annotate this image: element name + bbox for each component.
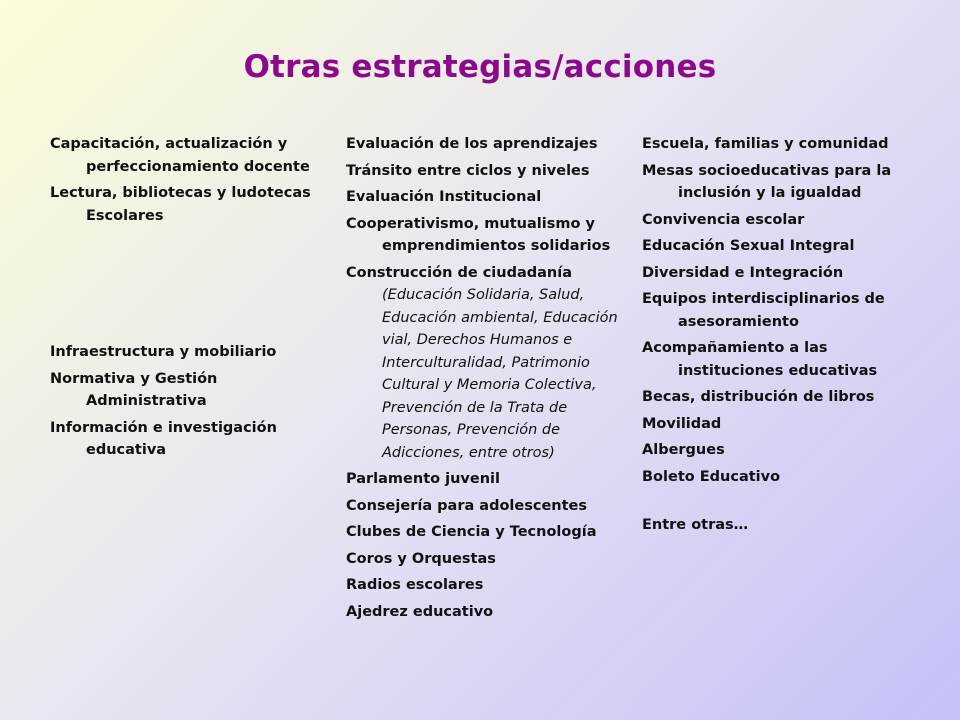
list-item-equipos: Equipos interdisciplinarios de asesoramiento <box>642 291 885 330</box>
list-item-esi: Educación Sexual Integral <box>642 238 855 254</box>
list-item-ciudadania <box>346 262 618 465</box>
list-item-capacitacion: Capacitación, actualización y perfeccionamiento docente <box>50 136 310 175</box>
column-spacer <box>50 231 320 341</box>
list-item-lectura: Lectura, bibliotecas y ludotecas Escolares <box>50 185 311 224</box>
list-item-albergues: Albergues <box>642 442 725 458</box>
column-right <box>642 133 912 541</box>
page-title: Otras estrategias/acciones <box>243 48 717 85</box>
list-item-radios: Radios escolares <box>346 577 484 593</box>
list-item-parlamento: Parlamento juvenil <box>346 471 500 487</box>
list-item-normativa: Normativa y Gestión Administrativa <box>50 370 218 409</box>
list-item-evaluacion-institucional: Evaluación Institucional <box>346 189 542 205</box>
list-item-becas: Becas, distribución de libros <box>642 389 875 405</box>
list-item-informacion: Información e investigación educativa <box>50 419 277 458</box>
list-item-mesas: Mesas socioeducativas para la inclusión y la igualdad <box>642 162 892 201</box>
list-item-escuela-familias: Escuela, familias y comunidad <box>642 136 889 152</box>
column-spacer <box>642 492 912 514</box>
list-item-convivencia: Convivencia escolar <box>642 211 805 228</box>
list-item-acompanamiento: Acompañamiento a las instituciones educativas <box>642 340 878 379</box>
list-item-coros: Coros y Orquestas <box>346 550 496 567</box>
list-item-transito: Tránsito entre ciclos y niveles <box>346 162 590 179</box>
list-item-evaluacion-aprendizajes: Evaluación de los aprendizajes <box>346 136 598 152</box>
column-middle <box>346 133 618 627</box>
list-item-boleto: Boleto Educativo <box>642 468 781 485</box>
list-item-clubes: Clubes de Ciencia y Tecnología <box>346 524 597 540</box>
column-left <box>50 133 320 466</box>
list-item-cooperativismo: Cooperativismo, mutualismo y emprendimientos solidarios <box>346 215 611 254</box>
list-item-diversidad: Diversidad e Integración <box>642 264 844 281</box>
list-item-consejeria: Consejería para adolescentes <box>346 497 588 514</box>
list-item-entre-otras: Entre otras… <box>642 517 749 533</box>
ciudadania-note: (Educación Solidaria, Salud, Educación ambiental, Educación vial, Derechos Humanos e Interculturalidad, Patrimonio Cultural y Memoria Colectiva, Prevención de la Trata de Personas, Prevención de Adicciones, entre otros) <box>382 287 618 461</box>
list-item-infraestructura: Infraestructura y mobiliario <box>50 344 277 360</box>
list-item-ajedrez: Ajedrez educativo <box>346 603 494 620</box>
ciudadania-label: Construcción de ciudadanía <box>346 264 573 281</box>
list-item-movilidad: Movilidad <box>642 415 722 432</box>
